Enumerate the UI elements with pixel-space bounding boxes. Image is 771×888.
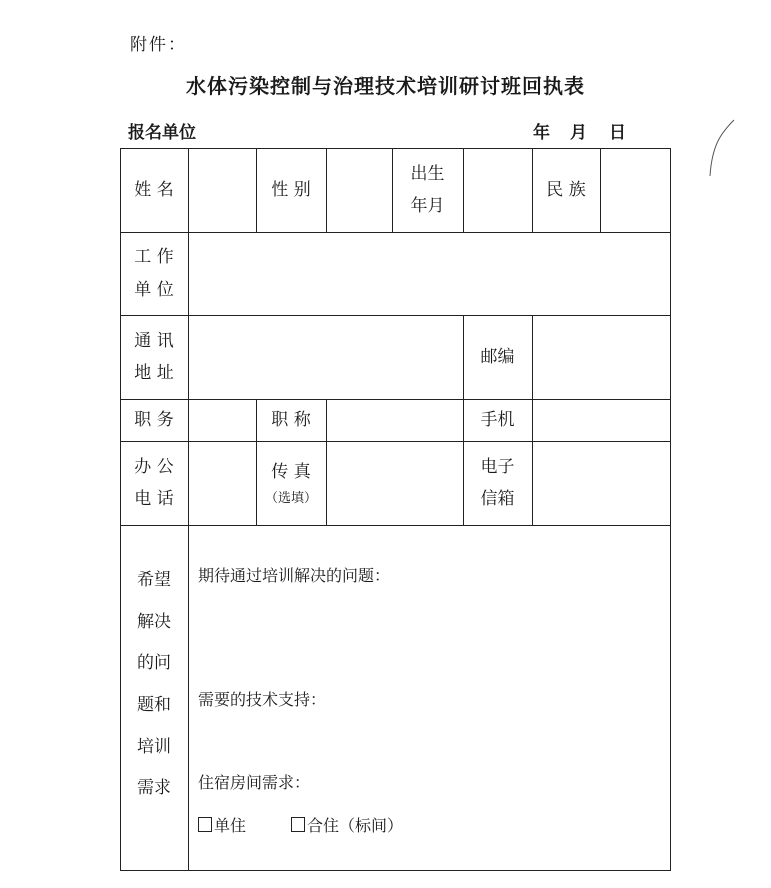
ethnicity-label: 民 族 bbox=[546, 179, 586, 200]
date-month-label: 月 bbox=[570, 123, 587, 143]
address-field[interactable] bbox=[188, 315, 463, 399]
birth-date-label-line2: 年月 bbox=[410, 196, 445, 216]
birth-date-label-line1: 出生 bbox=[410, 163, 445, 184]
address-label-line2: 地 址 bbox=[134, 363, 174, 383]
single-room-option[interactable] bbox=[198, 813, 246, 836]
shared-room-checkbox[interactable] bbox=[291, 817, 305, 832]
needs-label-line: 题和 bbox=[137, 694, 171, 715]
email-label-line1: 电子 bbox=[480, 456, 515, 477]
workplace-label-line1: 工 作 bbox=[134, 247, 174, 268]
office-phone-label-line2: 电 话 bbox=[134, 489, 174, 509]
office-phone-label bbox=[120, 441, 188, 525]
ethnicity-field[interactable] bbox=[600, 148, 670, 232]
birth-date-field[interactable] bbox=[463, 148, 532, 232]
email-field[interactable] bbox=[532, 441, 670, 525]
postcode-field[interactable] bbox=[532, 315, 670, 399]
workplace-label bbox=[120, 232, 188, 315]
workplace-field[interactable] bbox=[188, 232, 670, 315]
single-room-checkbox[interactable] bbox=[198, 817, 212, 832]
needs-label-line: 解决 bbox=[137, 611, 171, 632]
office-phone-field[interactable] bbox=[188, 441, 256, 525]
needs-label bbox=[120, 560, 188, 830]
position-label: 职 务 bbox=[134, 409, 174, 430]
gender-field[interactable] bbox=[326, 148, 392, 232]
name-label: 姓 名 bbox=[134, 179, 174, 200]
fax-label-text: 传 真 bbox=[271, 462, 311, 483]
address-label-line1: 通 讯 bbox=[134, 330, 174, 351]
position-field[interactable] bbox=[188, 399, 256, 441]
mobile-label: 手机 bbox=[480, 409, 515, 430]
birth-date-label bbox=[392, 148, 463, 232]
needs-label-line: 培训 bbox=[137, 736, 171, 757]
fax-field[interactable] bbox=[326, 441, 463, 525]
fax-optional-note: （选填） bbox=[264, 490, 317, 506]
date-day-label: 日 bbox=[609, 123, 626, 143]
address-label bbox=[120, 315, 188, 399]
postcode-label: 邮编 bbox=[480, 346, 515, 367]
tech-support-prompt: 需要的技术支持： bbox=[198, 690, 327, 709]
email-label-line2: 信箱 bbox=[480, 489, 515, 509]
room-needs-prompt: 住宿房间需求： bbox=[198, 773, 311, 792]
workplace-label-line2: 单 位 bbox=[134, 279, 174, 300]
shared-room-label: 合住（标间） bbox=[307, 816, 404, 835]
form-title: 水体污染控制与治理技术培训研讨班回执表 bbox=[186, 74, 585, 98]
date-year-label: 年 bbox=[533, 123, 550, 143]
shared-room-option[interactable] bbox=[291, 813, 403, 836]
office-phone-label-line1: 办 公 bbox=[134, 456, 174, 477]
job-title-field[interactable] bbox=[326, 399, 463, 441]
job-title-label: 职 称 bbox=[271, 409, 311, 430]
name-field[interactable] bbox=[188, 148, 256, 232]
needs-label-line: 需求 bbox=[137, 778, 171, 799]
mobile-field[interactable] bbox=[532, 399, 670, 441]
attachment-label: 附件： bbox=[130, 35, 187, 55]
fax-label bbox=[256, 441, 326, 525]
expected-problems-prompt: 期待通过培训解决的问题： bbox=[198, 566, 391, 585]
needs-label-line: 的问 bbox=[137, 653, 171, 674]
registration-unit-label: 报名单位 bbox=[128, 123, 196, 143]
gender-label: 性 别 bbox=[271, 179, 311, 200]
single-room-label: 单住 bbox=[214, 816, 247, 835]
pen-mark-decoration bbox=[700, 118, 740, 178]
email-label bbox=[463, 441, 532, 525]
needs-label-line: 希望 bbox=[137, 570, 171, 590]
